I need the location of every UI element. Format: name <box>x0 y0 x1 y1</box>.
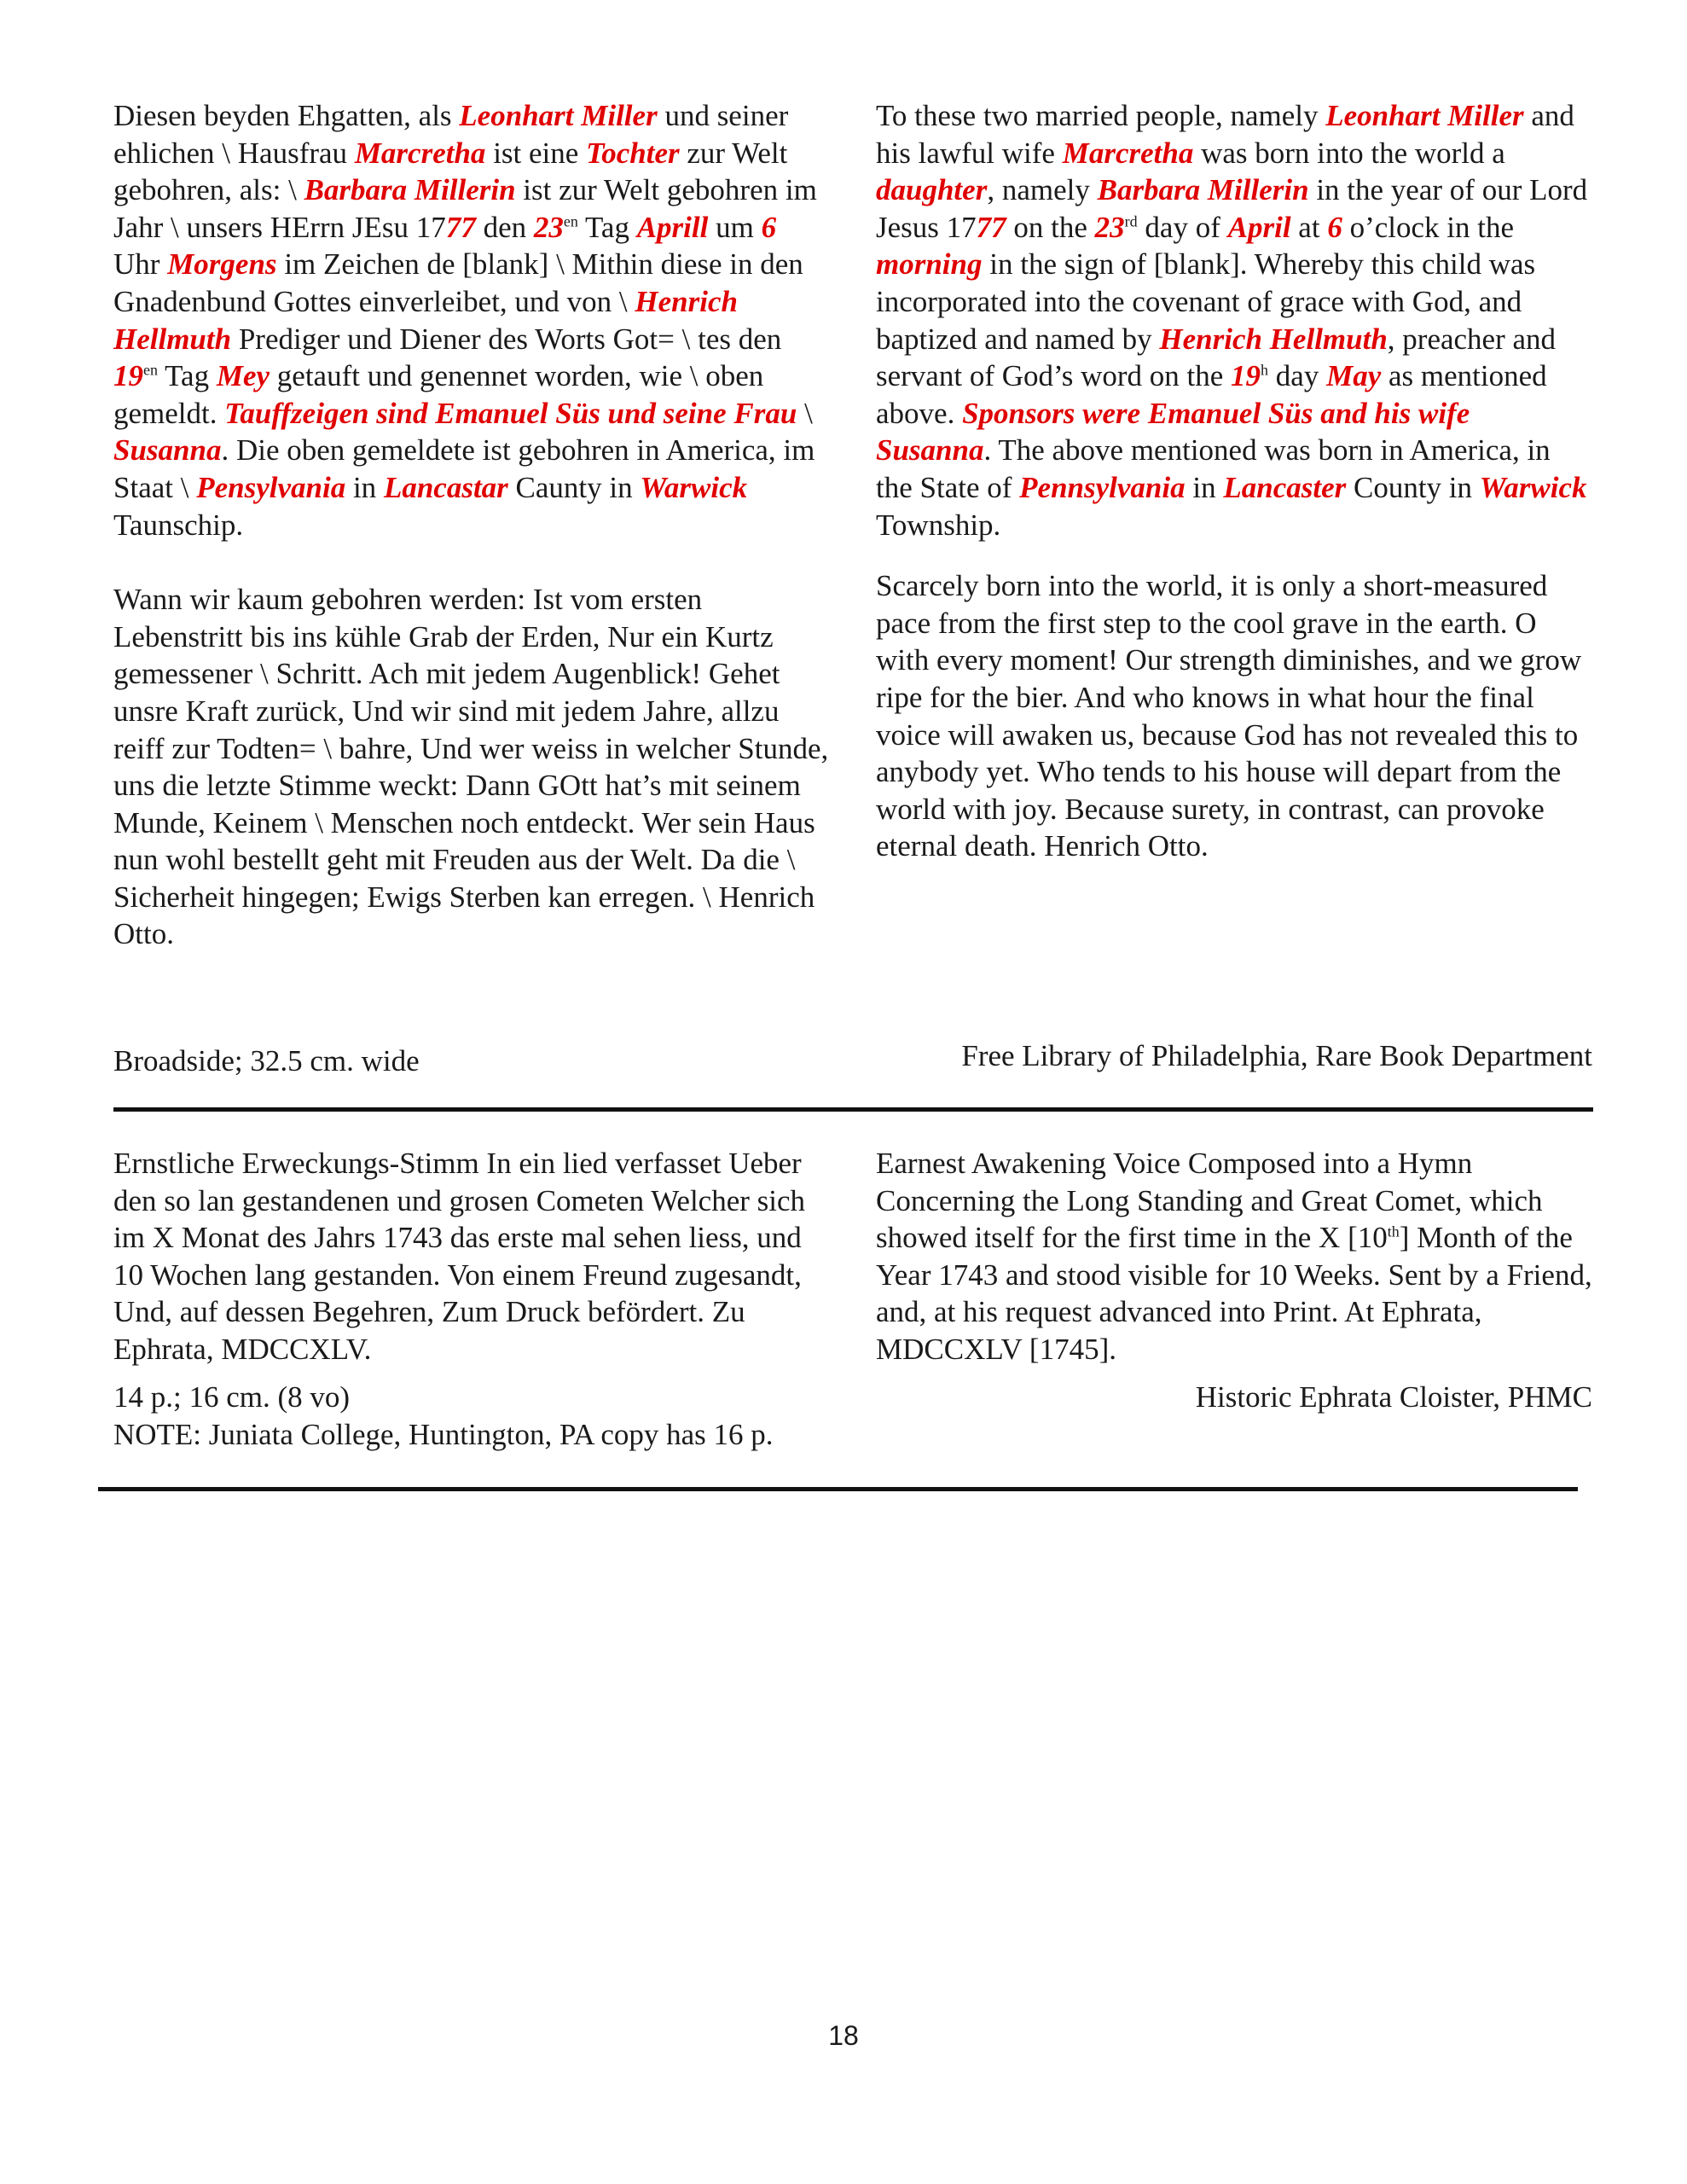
superscript: h <box>1261 361 1269 379</box>
text-run: . Die oben gemeldete ist gebohren in America, im Staat \ <box>113 433 815 504</box>
highlighted-text: Barbara Millerin <box>304 173 516 207</box>
text-run: in the sign of [blank]. Whereby this child was incorporated into the covenant of grace with God, and baptized and named by <box>876 247 1536 356</box>
text-run: Prediger und Diener des Worts Got= \ tes den <box>231 322 782 356</box>
text-run: den <box>475 210 534 244</box>
highlighted-text: Warwick <box>640 470 748 504</box>
highlighted-text: Marcretha <box>1062 136 1194 170</box>
highlighted-text: 23 <box>533 210 564 244</box>
highlighted-text: 19 <box>113 359 143 393</box>
text-run: o’clock in the <box>1342 210 1514 244</box>
highlighted-text: Tauffzeigen sind Emanuel Süs und seine Frau <box>224 396 805 430</box>
text-run: im Zeichen de [blank] \ Mithin diese in den Gnadenbund Gottes einverleibet, und von \ <box>113 247 803 318</box>
highlighted-text: Susanna <box>113 433 222 468</box>
entry2-repository: Historic Ephrata Cloister, PHMC <box>1195 1380 1592 1414</box>
superscript: rd <box>1124 212 1138 230</box>
highlighted-text: 77 <box>976 210 1006 244</box>
highlighted-text: Warwick <box>1479 470 1587 504</box>
entry1-format: Broadside; 32.5 cm. wide <box>113 1044 420 1077</box>
text-run: um <box>708 210 762 244</box>
entry2-german-title: Ernstliche Erweckungs-Stimm In ein lied verfasset Ueber den so lan gestandenen und grosen Cometen Welcher sich im X Monat des Jahrs 1743 das erste mal sehen liess, und 10 Wochen lang gestanden. Von einem Freund zugesandt, Und, auf dessen Begehren, Zum Druck befördert. Zu Ephrata, MDCCXLV. <box>113 1147 806 1366</box>
text-run: Tag <box>158 359 217 393</box>
text-run: and his lawful wife <box>876 99 1574 170</box>
highlighted-text: Henrich Hellmuth <box>1159 322 1388 356</box>
highlighted-text: Leonhart Miller <box>1325 99 1524 132</box>
text-run: Tag <box>577 210 637 244</box>
text-run: getauft und genennet worden, wie \ oben gemeldt. <box>113 359 764 430</box>
highlighted-text: Pensylvania <box>196 470 346 504</box>
entry1-repository: Free Library of Philadelphia, Rare Book Department <box>961 1039 1592 1072</box>
highlighted-text: 6 <box>761 210 777 244</box>
superscript: en <box>143 361 158 379</box>
highlighted-text: Pennsylvania <box>1019 470 1186 504</box>
highlighted-text: morning <box>876 247 983 282</box>
text-run: , namely <box>987 173 1098 207</box>
highlighted-text: Barbara Millerin <box>1097 173 1309 207</box>
highlighted-text: April <box>1227 210 1291 244</box>
highlighted-text: 77 <box>445 210 476 244</box>
highlighted-text: Leonhart Miller <box>459 99 658 132</box>
highlighted-text: Marcretha <box>354 136 486 170</box>
text-run: as mentioned above. <box>876 359 1547 430</box>
highlighted-text: 19 <box>1231 359 1261 393</box>
highlighted-text: May <box>1326 359 1382 393</box>
highlighted-text: Tochter <box>586 136 680 170</box>
text-run: in <box>1185 470 1224 504</box>
text-run: Taunschip. <box>113 508 244 542</box>
text-run: . The above mentioned was born in America, in the State of <box>876 433 1551 504</box>
superscript: en <box>563 212 578 230</box>
highlighted-text: 23 <box>1094 210 1125 244</box>
text-run: County in <box>1346 470 1480 504</box>
text-run: und seiner ehlichen \ Hausfrau <box>113 99 789 170</box>
divider-rule-bottom <box>98 1487 1578 1491</box>
highlighted-text: daughter <box>876 173 988 207</box>
text-run: Diesen beyden Ehgatten, als <box>113 99 460 132</box>
entry1-english-column <box>876 97 1592 865</box>
text-run: in <box>345 470 384 504</box>
highlighted-text: Henrich Hellmuth <box>113 284 738 356</box>
highlighted-text: Lancastar <box>383 470 508 504</box>
text-run: on the <box>1006 210 1095 244</box>
text-run: Uhr <box>113 247 168 282</box>
entry2-format: 14 p.; 16 cm. (8 vo) <box>113 1380 351 1414</box>
highlighted-text: Lancaster <box>1223 470 1347 504</box>
text-run: ist eine <box>485 136 587 170</box>
highlighted-text: Sponsors were Emanuel Süs and his wife Susanna <box>876 396 1470 468</box>
text-run: was born into the world a <box>1193 136 1505 170</box>
text-run: \ <box>804 396 813 430</box>
entry1-german-column <box>113 97 830 953</box>
text-run: at <box>1290 210 1328 244</box>
text-run: zur Welt gebohren, als: \ <box>113 136 788 207</box>
text-run: Caunty in <box>507 470 641 504</box>
entry1-german-verse: Wann wir kaum gebohren werden: Ist vom ersten Lebenstritt bis ins kühle Grab der Erden, Nur ein Kurtz gemessener \ Schritt. Ach mit jedem Augenblick! Gehet unsre Kraft zurück, Und wir sind mit jedem Jahre, allzu reiff zur Todten= \ bahre, Und wer weiss in welcher Stunde, uns die letzte Stimme weckt: Dann GOtt hat’s mit seinem Munde, Keinem \ Menschen noch entdeckt. Wer sein Haus nun wohl bestellt geht mit Freuden aus der Welt. Da die \ Sicherheit hingegen; Ewigs Sterben kan erregen. \ Henrich Otto. <box>113 583 829 951</box>
text-run: in the year of our Lord Jesus 17 <box>876 173 1588 244</box>
text-run: day of <box>1137 210 1228 244</box>
text-run: Township. <box>876 508 1001 542</box>
entry2-note: NOTE: Juniata College, Huntington, PA copy has 16 p. <box>113 1418 774 1451</box>
text-run: day <box>1268 359 1327 393</box>
entry1-english-verse: Scarcely born into the world, it is only a short-measured pace from the first step to the cool grave in the earth. O with every moment! Our strength diminishes, and we grow ripe for the bier. And who knows in what hour the final voice will awaken us, because God has not revealed this to anybody yet. Who tends to his house will depart from the world with joy. Because surety, in contrast, can provoke eternal death. Henrich Otto. <box>876 569 1582 863</box>
highlighted-text: 6 <box>1327 210 1342 244</box>
text-run: To these two married people, namely <box>876 99 1326 132</box>
highlighted-text: Morgens <box>167 247 277 282</box>
text-run: ist zur Welt gebohren im Jahr \ unsers HErrn JEsu 17 <box>113 173 817 244</box>
entry1-german-record <box>113 97 830 543</box>
page-number: 18 <box>828 2020 859 2051</box>
text-run: , preacher and servant of God’s word on the <box>876 322 1557 393</box>
highlighted-text: Mey <box>216 359 270 393</box>
divider-rule <box>113 1107 1593 1112</box>
entry1-english-record <box>876 97 1592 543</box>
entry2-english-title: Earnest Awakening Voice Composed into a Hymn Concerning the Long Standing and Great Comet, which showed itself for the first time in the X [10th] Month of the Year 1743 and stood visible for 10 Weeks. Sent by a Friend, and, at his request advanced into Print. At Ephrata, MDCCXLV [1745]. <box>876 1147 1592 1366</box>
highlighted-text: Aprill <box>636 210 709 244</box>
